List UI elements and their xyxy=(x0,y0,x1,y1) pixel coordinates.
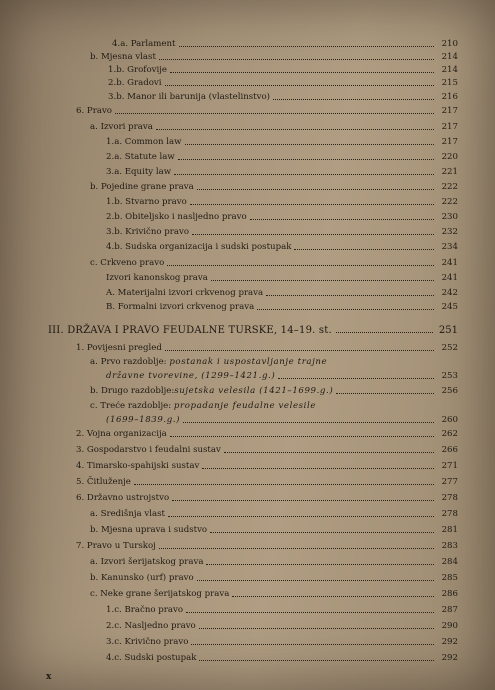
toc-entry-label: 2.b. Obiteljsko i nasljedno pravo xyxy=(106,212,247,222)
toc-entry-page: 217 xyxy=(441,122,458,132)
toc-entry-label: 4.c. Sudski postupak xyxy=(106,653,197,663)
toc-entry-page: 283 xyxy=(441,541,458,551)
toc-entry-page: 215 xyxy=(441,78,458,88)
toc-entry xyxy=(106,285,458,298)
toc-entry-label: 2.c. Nasljedno pravo xyxy=(106,621,196,631)
toc-entry-label: 4.a. Parlament xyxy=(112,39,176,49)
toc-entry-label: 3.c. Krivično pravo xyxy=(106,637,189,647)
toc-entry-label: b. Pojedine grane prava xyxy=(90,182,194,192)
toc-leader xyxy=(224,452,434,453)
toc-entry-page: 210 xyxy=(441,39,458,49)
toc-entry-label: B. Formalni izvori crkvenog prava xyxy=(106,302,255,312)
toc-entry xyxy=(106,650,458,663)
toc-entry-label: 3. Gospodarstvo i feudalni sustav xyxy=(76,445,221,455)
toc-entry-page: 241 xyxy=(441,273,458,283)
toc-leader xyxy=(199,628,434,629)
toc-entry-page: 234 xyxy=(441,242,458,252)
toc-entry xyxy=(106,368,458,381)
toc-entry xyxy=(106,299,458,312)
toc-leader xyxy=(191,644,434,645)
toc-leader xyxy=(159,548,434,549)
toc-leader xyxy=(170,72,434,73)
toc-entry xyxy=(76,103,458,116)
toc-entry-label: a. Prvo razdoblje: xyxy=(90,357,170,367)
toc-entry-page: 266 xyxy=(441,445,458,455)
toc-entry-label: 4.b. Sudska organizacija i sudski postupak xyxy=(106,242,292,252)
toc-entry-page: 245 xyxy=(441,302,458,312)
toc-entry-page: 262 xyxy=(441,429,458,439)
toc-entry-label: b. Drugo razdoblje: xyxy=(90,386,175,396)
chapter-heading xyxy=(48,322,458,336)
toc-entry xyxy=(106,634,458,647)
page-folio: x xyxy=(46,672,52,682)
toc-entry-page: 292 xyxy=(441,653,458,663)
toc-entry-label: 1.a. Common law xyxy=(106,137,182,147)
toc-entry xyxy=(106,134,458,147)
toc-entry xyxy=(108,89,458,102)
toc-leader xyxy=(206,564,434,565)
toc-leader xyxy=(167,265,434,266)
toc-entry-page: 286 xyxy=(441,589,458,599)
toc-leader xyxy=(183,422,434,423)
toc-entry-label: 2.b. Gradovi xyxy=(108,78,162,88)
toc-leader xyxy=(156,129,434,130)
toc-leader xyxy=(250,219,434,220)
toc-entry-page: 285 xyxy=(441,573,458,583)
toc-entry-page: 271 xyxy=(441,461,458,471)
toc-entry xyxy=(76,538,458,551)
toc-entry-label-italic: sujetska velesila (1421–1699.g.) xyxy=(174,386,334,396)
toc-entry xyxy=(90,49,458,62)
toc-entry xyxy=(90,554,458,567)
toc-entry-label: Izvori kanonskog prava xyxy=(106,273,208,283)
toc-entry-label: 1.b. Grofovije xyxy=(108,65,168,75)
toc-entry-label-italic: propadanje feudalne velesile xyxy=(173,401,317,411)
toc-entry-page: 278 xyxy=(441,509,458,519)
toc-entry-label: 3.a. Equity law xyxy=(106,167,172,177)
toc-entry-label: 6. Državno ustrojstvo xyxy=(76,493,170,503)
toc-entry-label: b. Kanunsko (urf) pravo xyxy=(90,573,194,583)
toc-entry xyxy=(90,522,458,535)
toc-leader xyxy=(202,468,434,469)
toc-entry xyxy=(106,164,458,177)
toc-entry xyxy=(106,602,458,615)
toc-entry xyxy=(106,209,458,222)
toc-entry-label: c. Neke grane šerijatskog prava xyxy=(90,589,230,599)
toc-leader xyxy=(278,378,434,379)
toc-leader xyxy=(210,532,434,533)
toc-entry-page: 281 xyxy=(441,525,458,535)
toc-entry-label: 6. Pravo xyxy=(76,106,112,116)
toc-entry-page: 232 xyxy=(441,227,458,237)
toc-entry-page: 292 xyxy=(441,637,458,647)
toc-leader xyxy=(190,204,434,205)
toc-entry-page: 217 xyxy=(441,137,458,147)
toc-entry xyxy=(76,458,458,471)
toc-entry-page: 284 xyxy=(441,557,458,567)
toc-entry-page: 260 xyxy=(441,415,458,425)
toc-entry-label: 1.b. Stvarno pravo xyxy=(106,197,187,207)
toc-entry-page: 214 xyxy=(441,52,458,62)
toc-leader xyxy=(134,484,434,485)
toc-leader xyxy=(266,295,434,296)
toc-entry-label: 1.c. Bračno pravo xyxy=(106,605,184,615)
toc-entry xyxy=(90,383,458,396)
toc-entry xyxy=(76,490,458,503)
toc-entry-page: 252 xyxy=(441,343,458,353)
chapter-title: III. DRŽAVA I PRAVO FEUDALNE TURSKE, 14–19. st. xyxy=(48,325,332,336)
toc-entry xyxy=(106,149,458,162)
toc-entry-page: 253 xyxy=(441,371,458,381)
toc-entry-label: a. Izvori prava xyxy=(90,122,153,132)
toc-entry-label: b. Mjesna vlast xyxy=(90,52,156,62)
toc-entry xyxy=(90,586,458,599)
toc-leader xyxy=(179,46,434,47)
toc-entry-label: b. Mjesna uprava i sudstvo xyxy=(90,525,208,535)
toc-entry xyxy=(76,340,458,353)
toc-entry-page: 222 xyxy=(441,197,458,207)
toc-entry xyxy=(76,442,458,455)
toc-entry xyxy=(106,239,458,252)
toc-leader xyxy=(232,596,434,597)
toc-entry-label: 5. Čitluženje xyxy=(76,477,131,487)
toc-entry xyxy=(106,224,458,237)
toc-entry xyxy=(90,255,458,268)
chapter-page: 251 xyxy=(438,325,458,336)
toc-entry xyxy=(108,62,458,75)
toc-entry-label: 2. Vojna organizacija xyxy=(76,429,167,439)
toc-entry-label-italic: državne tvorevine, (1299–1421.g.) xyxy=(106,371,276,381)
toc-leader xyxy=(211,280,434,281)
toc-entry-page: 287 xyxy=(441,605,458,615)
toc-entry-label: 1. Povijesni pregled xyxy=(76,343,162,353)
toc-entry-label: 2.a. Statute law xyxy=(106,152,175,162)
toc-entry-label: 4. Timarsko-spahijski sustav xyxy=(76,461,200,471)
toc-entry-page: 220 xyxy=(441,152,458,162)
toc-leader xyxy=(165,85,434,86)
toc-leader xyxy=(174,174,434,175)
toc-entry-multiline xyxy=(90,401,316,411)
toc-entry-page: 242 xyxy=(441,288,458,298)
toc-leader xyxy=(192,234,434,235)
toc-entry xyxy=(106,412,458,425)
toc-leader xyxy=(197,580,434,581)
toc-entry-label: c. Treće razdoblje: xyxy=(90,401,174,411)
toc-entry-page: 277 xyxy=(441,477,458,487)
toc-entry-page: 230 xyxy=(441,212,458,222)
toc-leader xyxy=(197,189,434,190)
toc-leader xyxy=(178,159,434,160)
toc-leader xyxy=(186,612,434,613)
toc-entry xyxy=(90,119,458,132)
toc-entry-label: a. Središnja vlast xyxy=(90,509,165,519)
toc-entry-label-italic: postanak i uspostavljanje trajne xyxy=(169,357,328,367)
toc-entry xyxy=(90,179,458,192)
toc-entry-page: 216 xyxy=(441,92,458,102)
toc-entry xyxy=(76,426,458,439)
toc-entry-page: 222 xyxy=(441,182,458,192)
toc-leader xyxy=(168,516,434,517)
toc-leader xyxy=(199,660,434,661)
toc-entry-label: 7. Pravo u Turskoj xyxy=(76,541,156,551)
toc-entry-page: 214 xyxy=(441,65,458,75)
toc-entry xyxy=(90,570,458,583)
toc-leader xyxy=(273,99,434,100)
toc-entry-multiline xyxy=(90,357,327,367)
toc-leader xyxy=(257,309,434,310)
toc-entry-page: 217 xyxy=(441,106,458,116)
toc-entry xyxy=(112,36,458,49)
toc-leader xyxy=(185,144,434,145)
toc-entry-page: 290 xyxy=(441,621,458,631)
toc-entry-label: a. Izvori šerijatskog prava xyxy=(90,557,204,567)
toc-entry xyxy=(106,270,458,283)
toc-leader xyxy=(336,332,433,333)
toc-entry-page: 241 xyxy=(441,258,458,268)
toc-leader xyxy=(165,350,434,351)
toc-entry-page: 278 xyxy=(441,493,458,503)
toc-leader xyxy=(159,59,434,60)
toc-entry-label: 3.b. Krivično pravo xyxy=(106,227,190,237)
toc-entry-page: 221 xyxy=(441,167,458,177)
toc-entry xyxy=(106,194,458,207)
toc-entry xyxy=(108,75,458,88)
toc-leader xyxy=(170,436,434,437)
toc-leader xyxy=(115,113,434,114)
toc-leader xyxy=(294,249,434,250)
toc-entry xyxy=(90,506,458,519)
toc-leader xyxy=(336,393,434,394)
toc-entry xyxy=(106,618,458,631)
toc-entry-label: 3.b. Manor ili barunija (vlastelinstvo) xyxy=(108,92,270,102)
toc-entry-label-italic: (1699–1839.g.) xyxy=(106,415,181,425)
toc-leader xyxy=(172,500,434,501)
toc-entry xyxy=(76,474,458,487)
toc-entry-label: A. Materijalni izvori crkvenog prava xyxy=(106,288,264,298)
toc-entry-page: 256 xyxy=(441,386,458,396)
toc-entry-label: c. Crkveno pravo xyxy=(90,258,165,268)
